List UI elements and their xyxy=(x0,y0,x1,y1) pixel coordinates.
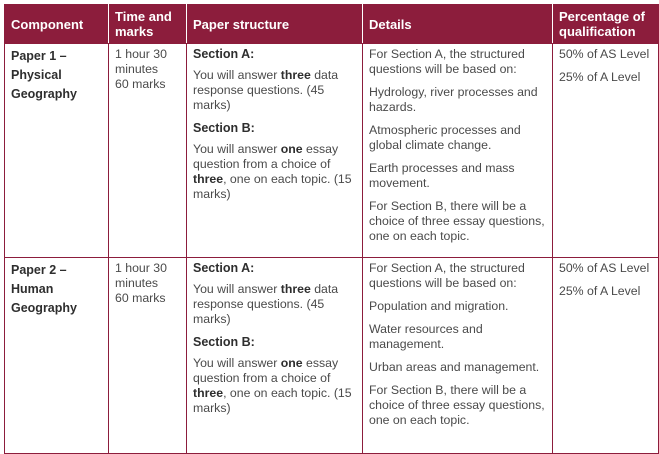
table-row xyxy=(5,258,659,454)
details-paragraph: Urban areas and management. xyxy=(369,360,540,374)
table-row xyxy=(5,44,659,258)
details-paragraph: For Section B, there will be a choice of three essay questions, one on each topic. xyxy=(369,199,545,243)
paper-structure-cell xyxy=(187,258,363,454)
header-time-marks: Time and marks xyxy=(109,5,187,44)
section-b-text: You will answer one essay question from a choice of three, one on each topic. (15 marks) xyxy=(193,356,352,415)
component-cell xyxy=(5,258,109,454)
component-line: Paper 2 – xyxy=(11,263,67,277)
section-a-text: You will answer three data response questions. (45 marks) xyxy=(193,282,339,326)
details-paragraph: Atmospheric processes and global climate change. xyxy=(369,123,521,152)
section-b-heading: Section B: xyxy=(193,121,255,135)
duration: 1 hour 30 minutes xyxy=(115,261,167,290)
component-line: Paper 1 – xyxy=(11,49,67,63)
marks: 60 marks xyxy=(115,77,166,91)
details-paragraph: Earth processes and mass movement. xyxy=(369,161,515,190)
assessment-table xyxy=(4,4,659,454)
section-b-heading: Section B: xyxy=(193,335,255,349)
paper-structure-cell xyxy=(187,44,363,258)
percentage-a: 25% of A Level xyxy=(559,284,641,298)
duration: 1 hour 30 minutes xyxy=(115,47,167,76)
time-marks-cell xyxy=(109,258,187,454)
component-line: Geography xyxy=(11,301,77,315)
header-percentage: Percentage of qualification xyxy=(553,5,659,44)
marks: 60 marks xyxy=(115,291,166,305)
component-line: Human xyxy=(11,282,54,296)
component-line: Physical xyxy=(11,68,62,82)
percentage-cell xyxy=(553,258,659,454)
details-paragraph: For Section A, the structured questions will be based on: xyxy=(369,261,525,290)
percentage-cell xyxy=(553,44,659,258)
time-marks-cell xyxy=(109,44,187,258)
details-paragraph: For Section A, the structured questions will be based on: xyxy=(369,47,525,76)
component-line: Geography xyxy=(11,87,77,101)
percentage-as: 50% of AS Level xyxy=(559,261,650,275)
header-row xyxy=(5,5,659,44)
section-b-text: You will answer one essay question from a choice of three, one on each topic. (15 marks) xyxy=(193,142,352,201)
component-cell xyxy=(5,44,109,258)
section-a-text: You will answer three data response questions. (45 marks) xyxy=(193,68,339,112)
details-paragraph: Water resources and management. xyxy=(369,322,483,351)
details-paragraph: For Section B, there will be a choice of three essay questions, one on each topic. xyxy=(369,383,545,427)
header-paper-structure: Paper structure xyxy=(187,5,363,44)
section-a-heading: Section A: xyxy=(193,261,255,275)
percentage-a: 25% of A Level xyxy=(559,70,641,84)
section-a-heading: Section A: xyxy=(193,47,255,61)
percentage-as: 50% of AS Level xyxy=(559,47,650,61)
details-cell xyxy=(363,44,553,258)
header-component: Component xyxy=(5,5,109,44)
details-cell xyxy=(363,258,553,454)
header-details: Details xyxy=(363,5,553,44)
details-paragraph: Population and migration. xyxy=(369,299,509,313)
details-paragraph: Hydrology, river processes and hazards. xyxy=(369,85,538,114)
